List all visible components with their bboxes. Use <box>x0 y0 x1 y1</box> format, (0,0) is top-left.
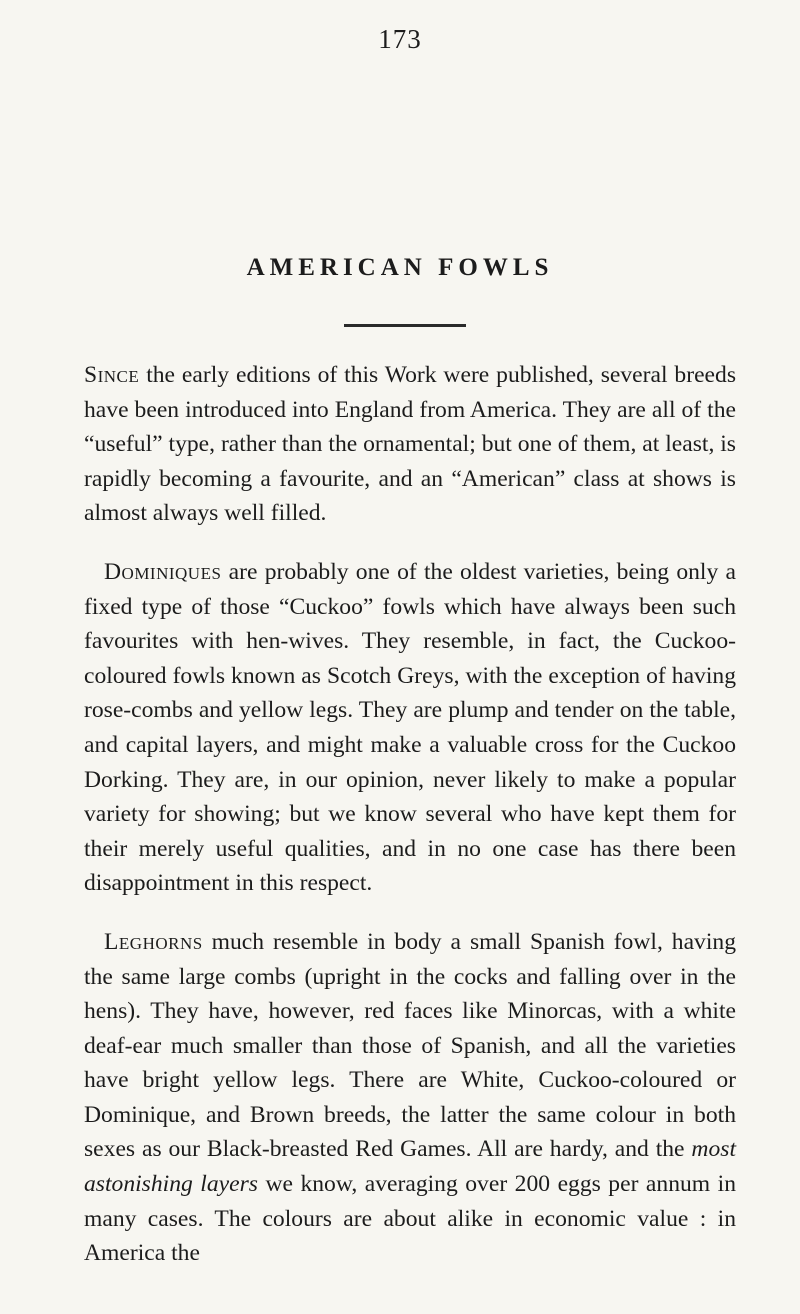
lead-word-dominiques: Dominiques <box>104 558 222 585</box>
paragraph-leghorns <box>84 925 736 1271</box>
paragraph-since <box>84 358 736 531</box>
lead-word-leghorns: Leghorns <box>104 928 203 955</box>
emphasis-text: most astonishing layers <box>84 1136 736 1198</box>
title-rule <box>344 324 466 327</box>
page-number: 173 <box>378 24 422 54</box>
lead-word-since: Since <box>84 362 140 388</box>
paragraph-text: we know, averaging over 200 eggs per annum in many cases. The colours are about alike in economic value : in America the <box>84 1171 736 1267</box>
paragraph-dominiques <box>84 555 736 901</box>
paragraph-text: much resemble in body a small Spanish fowl, having the same large combs (upright in the cocks and falling over in the hens). They have, however, red faces like Minorcas, with a white deaf-ear much smaller than those of Spanish, and all the varieties have bright yellow legs. There are White, Cuckoo-coloured or Dominique, and Brown breeds, the latter the same colour in both sexes as our Black-breasted Red Games. All are hardy, and the <box>84 928 736 1163</box>
paragraph-text: the early editions of this Work were published, several breeds have been introduced into England from America. They are all of the “useful” type, rather than the ornamental; but one of them, at least, is rapidly becoming a favourite, and an “American” class at shows is almost always well filled. <box>84 362 736 527</box>
body-text <box>84 358 736 1295</box>
paragraph-text: are probably one of the oldest varieties, being only a fixed type of those “Cuckoo” fowls which have always been such favourites with hen-wives. They resemble, in fact, the Cuckoo-coloured fowls known as Scotch Greys, with the exception of having rose-combs and yellow legs. They are plump and tender on the table, and capital layers, and might make a valuable cross for the Cuckoo Dorking. They are, in our opinion, never likely to make a popular variety for showing; but we know several who have kept them for their merely useful qualities, and in no one case has there been disappointment in this respect. <box>84 558 736 897</box>
chapter-title: AMERICAN FOWLS <box>246 254 554 281</box>
